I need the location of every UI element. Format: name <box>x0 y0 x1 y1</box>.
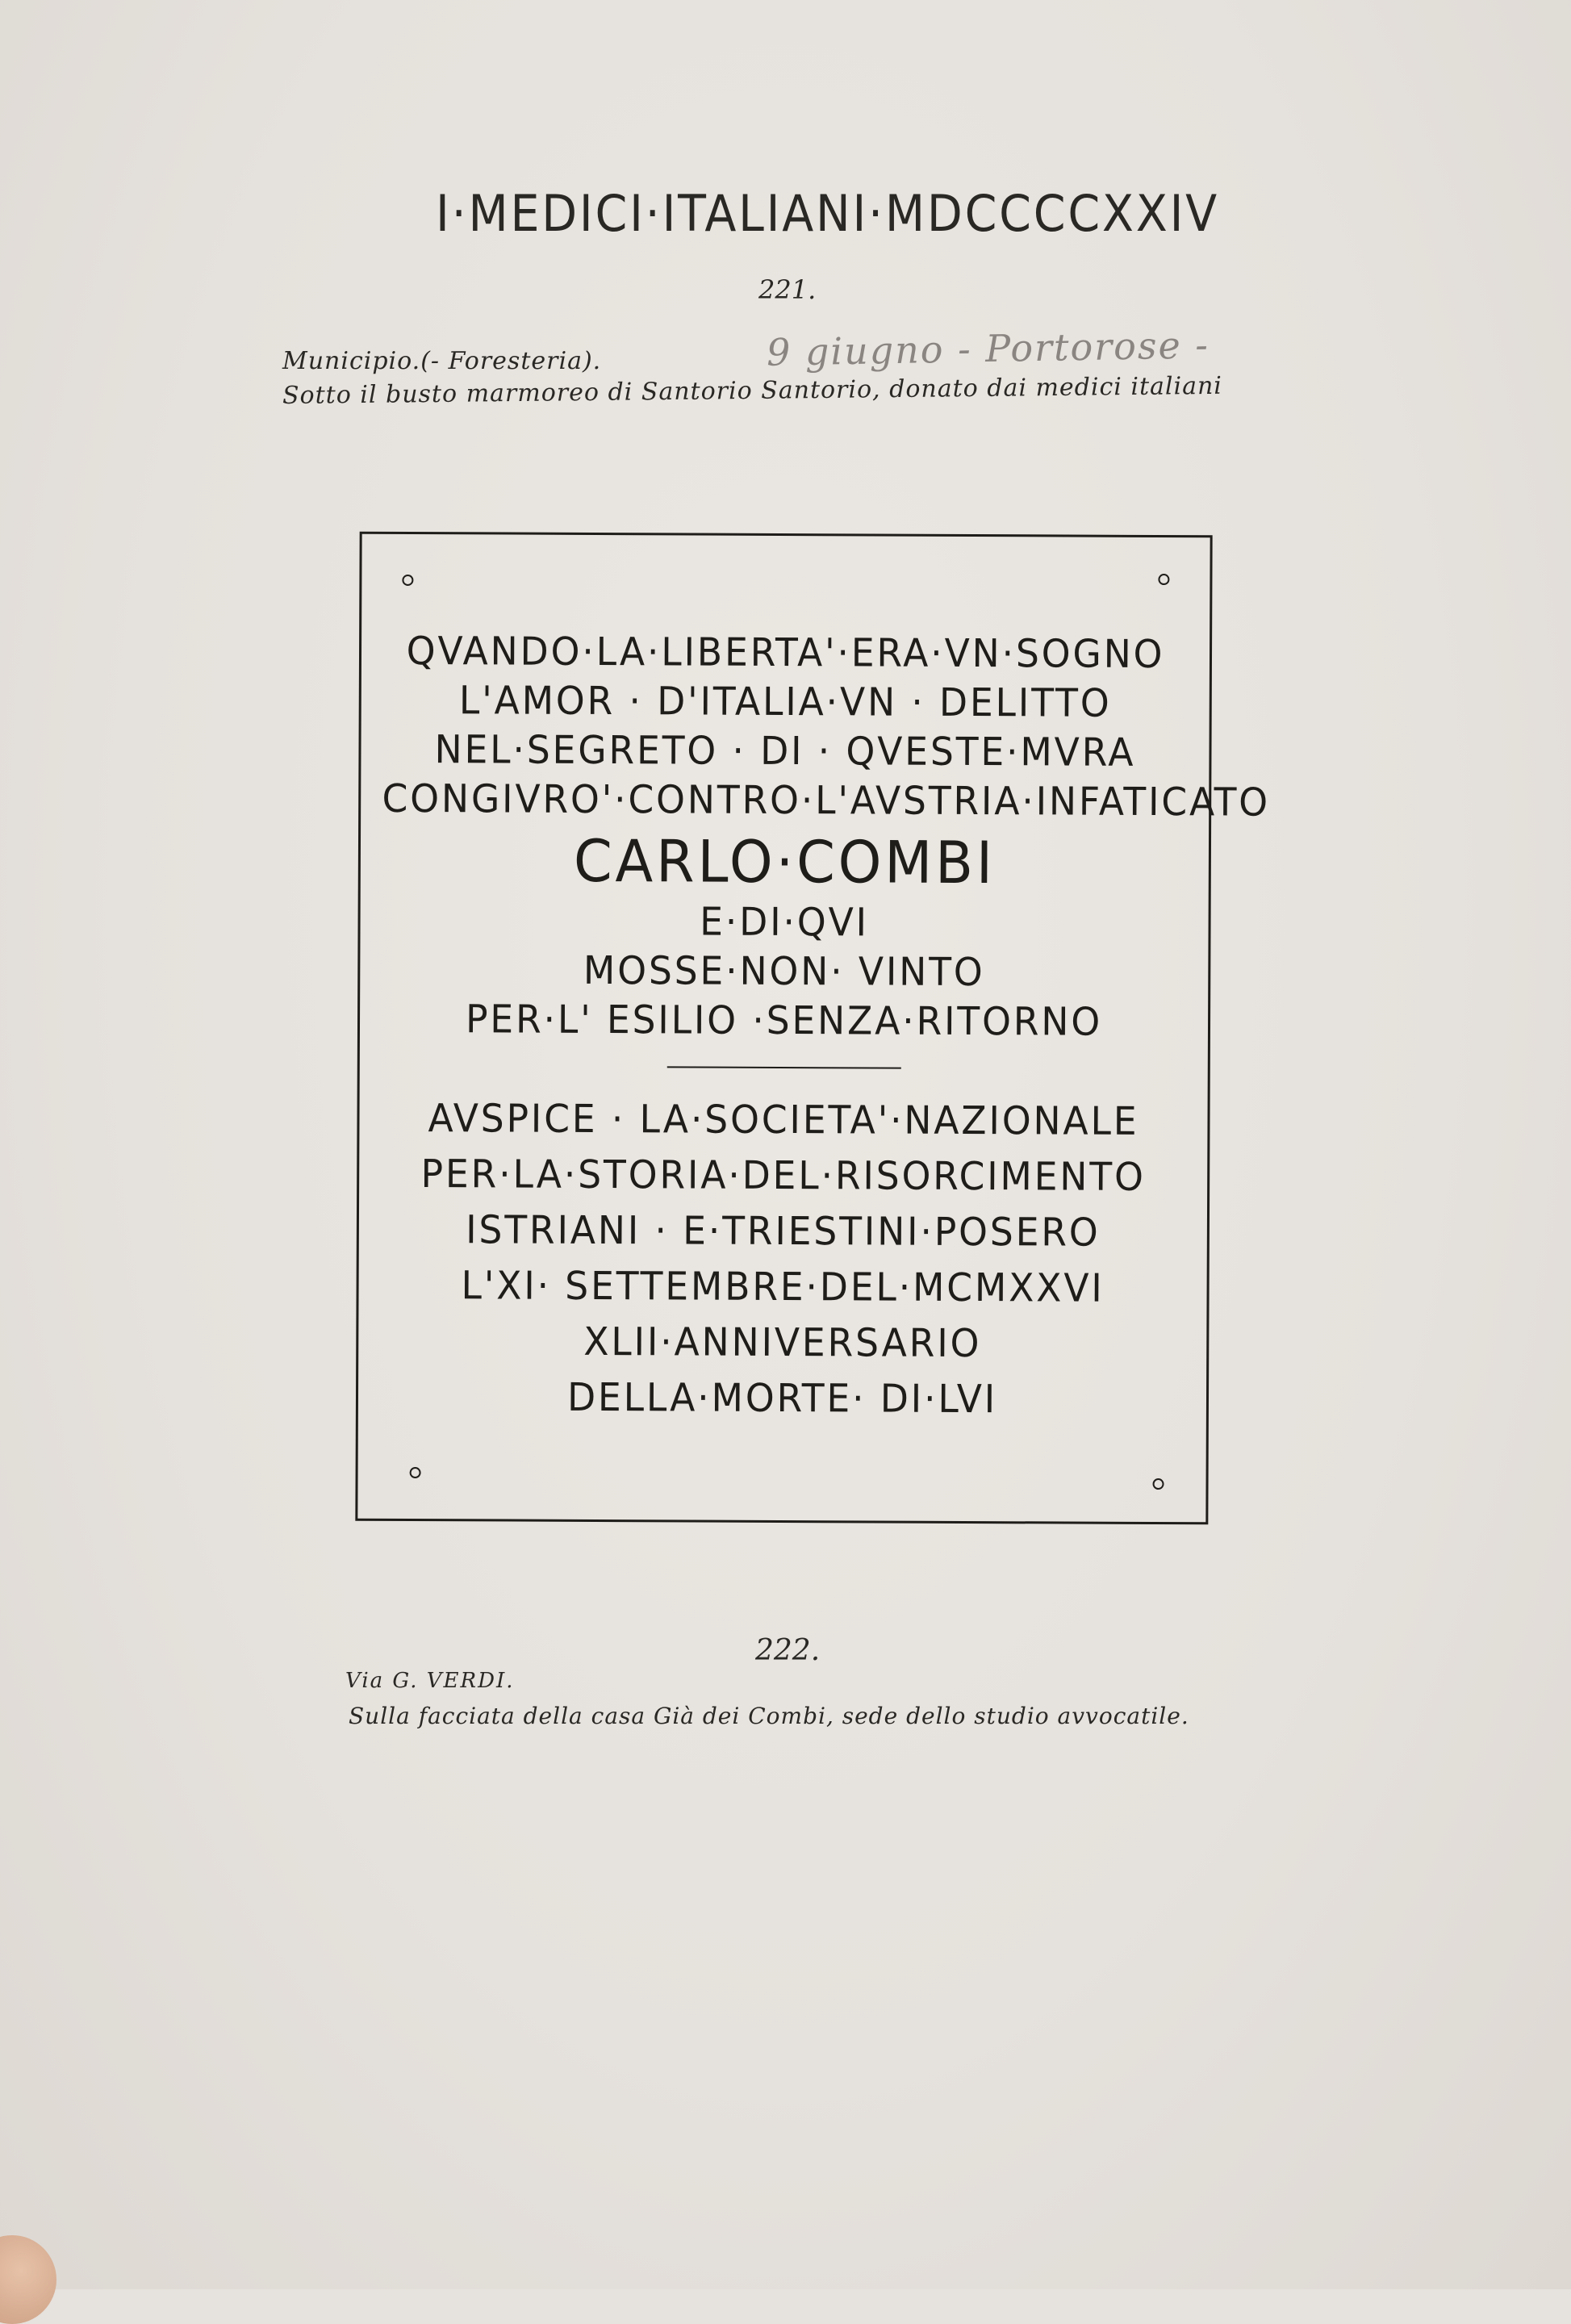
entry-number-222: 222. <box>755 1634 821 1667</box>
entry-221-description: Sotto il busto marmoreo di Santorio Santorio, donato dai medici italiani <box>282 371 1223 410</box>
entry-221-location: Municipio.(- Foresteria). <box>282 347 602 375</box>
memorial-plaque <box>355 532 1271 1525</box>
inscription-line: E·DI·QVI <box>700 899 870 946</box>
thumb-photo-edge <box>0 2235 56 2324</box>
inscription-divider <box>666 1066 900 1068</box>
inscription-line: MOSSE·NON· VINTO <box>583 947 985 996</box>
inscription-name: CARLO·COMBI <box>573 826 996 897</box>
inscription-line: XLII·ANNIVERSARIO <box>583 1319 982 1367</box>
inscription-line: L'AMOR · D'ITALIA·VN · DELITTO <box>458 678 1112 726</box>
plaque-screw-hole-icon <box>402 575 413 586</box>
entry-222-description: Sulla facciata della casa Già dei Combi, sede dello studio avvocatile. <box>349 1703 1189 1729</box>
page-title: I·MEDICI·ITALIANI·MDCCCCXXIV <box>436 184 1219 243</box>
inscription-line: L'XI· SETTEMBRE·DEL·MCMXXVI <box>461 1263 1105 1311</box>
inscription-line: AVSPICE · LA·SOCIETA'·NAZIONALE <box>428 1096 1139 1144</box>
plaque-screw-hole-icon <box>410 1467 421 1478</box>
entry-number-221: 221. <box>758 274 817 305</box>
plaque-inscription <box>358 627 1271 1429</box>
inscription-line: DELLA·MORTE· DI·LVI <box>566 1374 998 1423</box>
entry-222-location: Via G. VERDI. <box>345 1669 515 1693</box>
plaque-screw-hole-icon <box>1153 1478 1164 1490</box>
plaque-screw-hole-icon <box>1158 574 1169 585</box>
inscription-line: QVANDO·LA·LIBERTA'·ERA·VN·SOGNO <box>406 628 1165 678</box>
entry-221-pencil-note: 9 giugno - Portorose - <box>766 323 1210 374</box>
inscription-line: CONGIVRO'·CONTRO·L'AVSTRIA·INFATICATO <box>382 775 1271 826</box>
inscription-line: NEL·SEGRETO · DI · QVESTE·MVRA <box>434 727 1136 775</box>
inscription-line: PER·LA·STORIA·DEL·RISORCIMENTO <box>420 1152 1146 1200</box>
inscription-line: PER·L' ESILIO ·SENZA·RITORNO <box>465 997 1103 1045</box>
inscription-line: ISTRIANI · E·TRIESTINI·POSERO <box>466 1207 1101 1256</box>
